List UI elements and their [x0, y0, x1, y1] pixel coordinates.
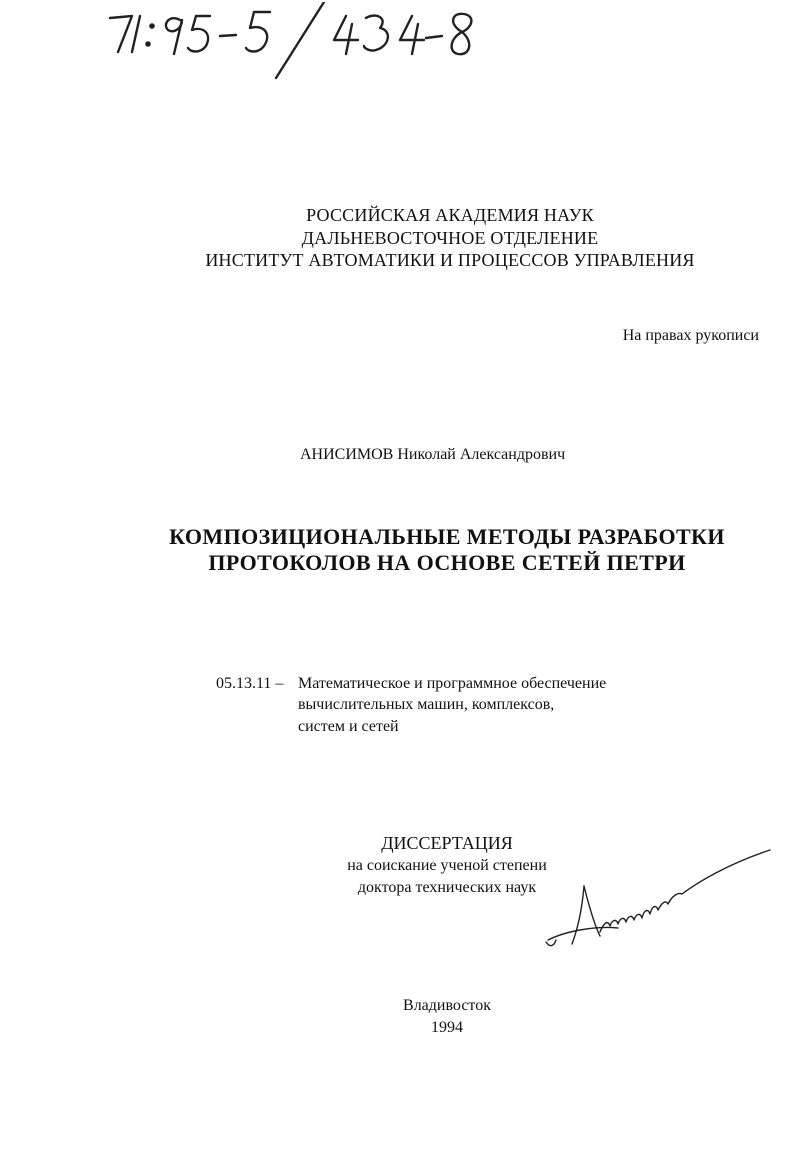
- author-name: АНИСИМОВ Николай Александрович: [300, 446, 566, 463]
- thesis-title-line-1: КОМПОЗИЦИОНАЛЬНЫЕ МЕТОДЫ РАЗРАБОТКИ: [169, 524, 725, 549]
- handwritten-shelfmark: [96, 2, 516, 82]
- specialty-line-2: вычислительных машин, комплексов,: [298, 696, 555, 713]
- year: 1994: [431, 1019, 463, 1036]
- author-signature: [538, 840, 778, 960]
- thesis-title-line-2: ПРОТОКОЛОВ НА ОСНОВЕ СЕТЕЙ ПЕТРИ: [208, 550, 686, 575]
- dissertation-degree-line-2: доктора технических наук: [357, 879, 537, 896]
- institution-line-academy: РОССИЙСКАЯ АКАДЕМИЯ НАУК: [306, 205, 594, 225]
- specialty-line-1: Математическое и программное обеспечение: [298, 675, 607, 692]
- institution-line-branch: ДАЛЬНЕВОСТОЧНОЕ ОТДЕЛЕНИЕ: [301, 228, 599, 248]
- manuscript-rights-notice: На правах рукописи: [622, 327, 759, 344]
- city: Владивосток: [403, 997, 491, 1014]
- dissertation-degree-line-1: на соискание ученой степени: [347, 857, 547, 874]
- institution-line-institute: ИНСТИТУТ АВТОМАТИКИ И ПРОЦЕССОВ УПРАВЛЕНИЯ: [205, 250, 695, 270]
- dissertation-heading: ДИССЕРТАЦИЯ: [381, 833, 513, 853]
- specialty-code: 05.13.11 –: [216, 675, 284, 692]
- specialty-line-3: систем и сетей: [298, 718, 399, 735]
